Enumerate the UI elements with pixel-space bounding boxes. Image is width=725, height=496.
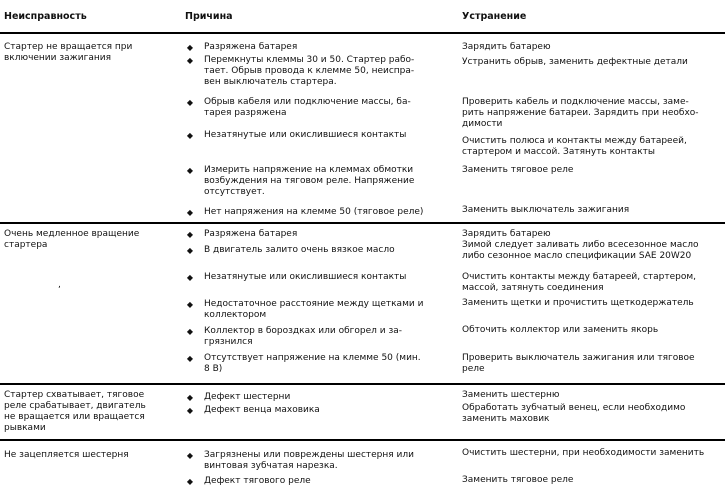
cause-cell: Коллектор в бороздках или обгорел и за- грязнился <box>204 326 403 347</box>
cause-cell: Дефект шестерни <box>204 392 291 402</box>
fault-cell: Очень медленное вращение стартера <box>4 229 140 250</box>
bullet-icon: ◆ <box>186 43 194 52</box>
bullet-icon: ◆ <box>186 246 194 255</box>
row-divider <box>0 222 725 224</box>
remedy-cell: Заменить тяговое реле <box>462 165 574 175</box>
header-cause: Причина <box>185 11 233 22</box>
remedy-cell: Заменить выключатель зажигания <box>462 205 630 215</box>
remedy-cell: Проверить кабель и подключение массы, заме- рить напряжение батареи. Зарядить при необхо- димости <box>462 97 699 129</box>
bullet-icon: ◆ <box>186 477 194 486</box>
cause-cell: Недостаточное расстояние между щетками и коллектором <box>204 299 424 320</box>
table-header <box>0 0 725 34</box>
cause-cell: В двигатель залито очень вязкое масло <box>204 245 395 255</box>
cause-cell: Перемкнуты клеммы 30 и 50. Стартер рабо- тает. Обрыв провода к клемме 50, неиспра- вен выключатель стартера. <box>204 55 415 87</box>
remedy-cell: Очистить шестерни, при необходимости заменить <box>462 448 705 458</box>
cause-cell: Нет напряжения на клемме 50 (тяговое реле) <box>204 207 424 217</box>
cause-cell: Дефект венца маховика <box>204 405 320 415</box>
cause-cell: Дефект тягового реле <box>204 476 311 486</box>
remedy-cell: Проверить выключатель зажигания или тяговое реле <box>462 353 695 374</box>
remedy-cell: Обточить коллектор или заменить якорь <box>462 325 659 335</box>
remedy-cell: Зарядить батарею <box>462 229 551 239</box>
cause-cell: Разряжена батарея <box>204 42 298 52</box>
row-divider <box>0 383 725 385</box>
cause-cell: Незатянутые или окислившиеся контакты <box>204 130 407 140</box>
fault-cell: Стартер схватывает, тяговое реле срабатывает, двигатель не вращается или вращается рывками <box>4 390 146 433</box>
remedy-cell: Заменить тяговое реле <box>462 475 574 485</box>
fault-cell: Не зацепляется шестерня <box>4 450 129 460</box>
remedy-cell: Устранить обрыв, заменить дефектные детали <box>462 57 688 67</box>
header-fault: Неисправность <box>4 11 87 22</box>
bullet-icon: ◆ <box>186 300 194 309</box>
remedy-cell: Заменить шестерню <box>462 390 560 400</box>
cause-cell: Загрязнены или повреждены шестерня или винтовая зубчатая нарезка. <box>204 450 414 471</box>
bullet-icon: ◆ <box>186 208 194 217</box>
header-remedy: Устранение <box>462 11 527 22</box>
bullet-icon: ◆ <box>186 354 194 363</box>
bullet-icon: ◆ <box>186 56 194 65</box>
fault-cell: Стартер не вращается при включении зажигания <box>4 42 133 63</box>
bullet-icon: ◆ <box>186 451 194 460</box>
remedy-cell: Зарядить батарею <box>462 42 551 52</box>
stray-mark: , <box>58 280 61 290</box>
cause-cell: Измерить напряжение на клеммах обмотки возбуждения на тяговом реле. Напряжение отсутствует. <box>204 165 415 197</box>
cause-cell: Незатянутые или окислившиеся контакты <box>204 272 407 282</box>
row-divider <box>0 439 725 441</box>
bullet-icon: ◆ <box>186 406 194 415</box>
cause-cell: Разряжена батарея <box>204 229 298 239</box>
bullet-icon: ◆ <box>186 98 194 107</box>
remedy-cell: Очистить контакты между батареей, стартером, массой, затянуть соединения <box>462 272 697 293</box>
remedy-cell: Заменить щетки и прочистить щеткодержатель <box>462 298 694 308</box>
cause-cell: Обрыв кабеля или подключение массы, ба- тарея разряжена <box>204 97 411 118</box>
bullet-icon: ◆ <box>186 166 194 175</box>
bullet-icon: ◆ <box>186 393 194 402</box>
remedy-cell: Обработать зубчатый венец, если необходимо заменить маховик <box>462 403 686 424</box>
cause-cell: Отсутствует напряжение на клемме 50 (мин. 8 В) <box>204 353 421 374</box>
remedy-cell: Очистить полюса и контакты между батареей, стартером и массой. Затянуть контакты <box>462 136 687 157</box>
bullet-icon: ◆ <box>186 131 194 140</box>
bullet-icon: ◆ <box>186 230 194 239</box>
bullet-icon: ◆ <box>186 273 194 282</box>
bullet-icon: ◆ <box>186 327 194 336</box>
remedy-cell: Зимой следует заливать либо всесезонное масло либо сезонное масло спецификации SAE 20W20 <box>462 240 699 261</box>
